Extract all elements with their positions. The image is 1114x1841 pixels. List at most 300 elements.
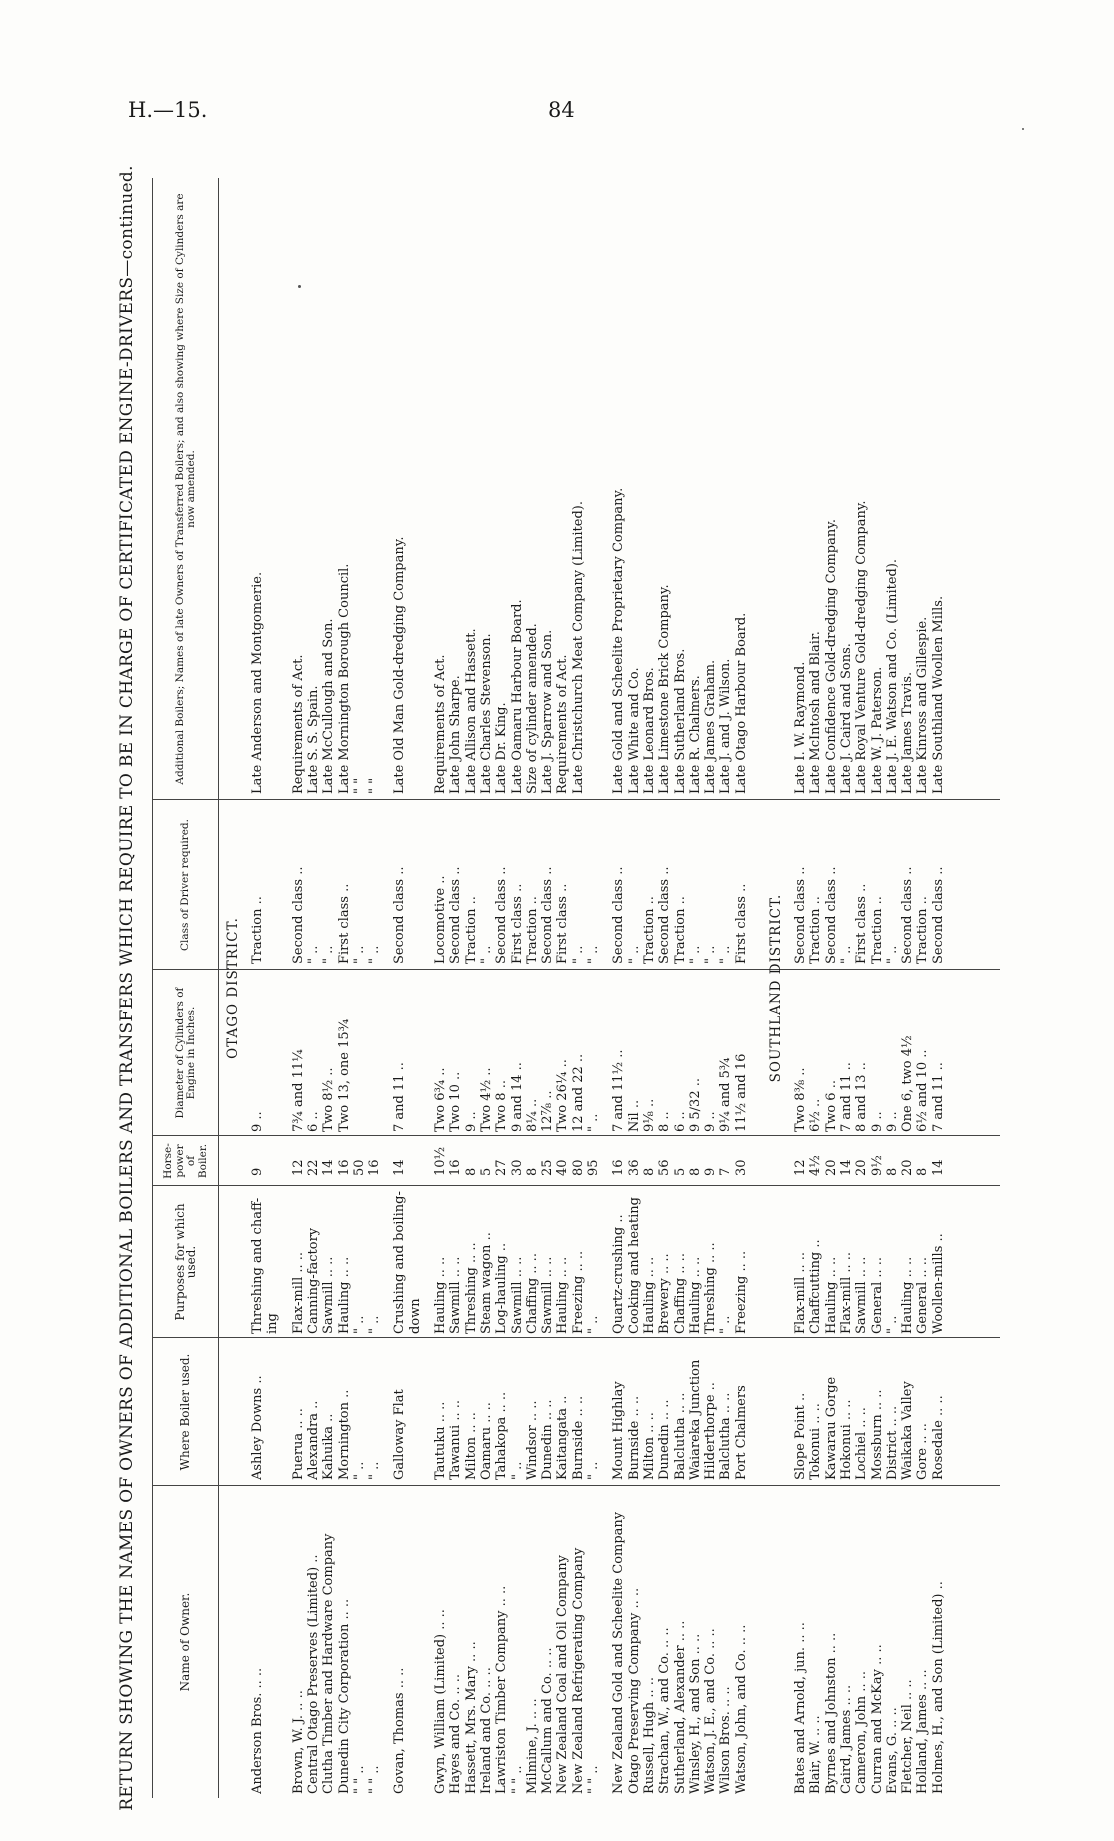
driver-class-cell: " .. — [718, 945, 734, 964]
driver-class-cell: " .. — [703, 945, 719, 964]
horse-power-cell: 8 — [915, 1167, 931, 1176]
table-title: RETURN SHOWING THE NAMES OF OWNERS OF ADDITIONAL BOILERS AND TRANSFERS WHICH REQUIRE TO BE IN CHARGE OF CERTIFICATED ENGINE-DRIVERS—continued. — [117, 165, 138, 1811]
remarks-cell: Late James Travis. — [900, 671, 916, 794]
purpose-cell: General .. .. — [915, 1256, 931, 1334]
remarks-cell: Late J. and J. Wilson. — [718, 658, 734, 794]
purpose-cell: Hauling .. .. — [555, 1256, 571, 1334]
horse-power-cell: 4½ — [808, 1155, 824, 1176]
diameter-cell: Nil .. — [626, 1099, 642, 1132]
table-row — [367, 178, 382, 1798]
horse-power-cell: 16 — [367, 1159, 383, 1176]
owner-cell: " " .. — [509, 1765, 525, 1794]
where-used-cell: Waiareka Junction — [687, 1359, 703, 1480]
remarks-cell: Late Confidence Gold-dredging Company. — [823, 519, 839, 794]
owner-cell: " " .. — [586, 1765, 601, 1794]
owner-cell: Fletcher, Neil .. .. — [900, 1679, 916, 1794]
owner-cell: Russell, Hugh .. .. — [641, 1677, 657, 1794]
diameter-cell: 9 .. — [884, 1111, 900, 1132]
diameter-cell: 9 .. — [869, 1111, 885, 1132]
table-row — [250, 178, 265, 1798]
remarks-cell: Late Christchurch Meat Company (Limited). — [570, 501, 586, 794]
diameter-cell: 7 and 11 .. — [392, 1062, 408, 1132]
remarks-cell: Late James Graham. — [703, 659, 719, 794]
where-used-cell: Rosedale .. .. — [930, 1395, 946, 1480]
driver-class-cell: Second class .. — [448, 866, 464, 964]
horse-power-cell: 95 — [586, 1159, 601, 1176]
driver-class-cell: Second class .. — [930, 866, 946, 964]
diameter-cell: 8 and 13 .. — [854, 1062, 870, 1132]
horse-power-cell: 20 — [823, 1159, 839, 1176]
owner-cell: Watson, J. E., and Co. .. .. — [703, 1628, 719, 1794]
driver-class-cell: Traction .. — [250, 896, 265, 964]
owner-cell: Milmine, J. .. .. — [524, 1698, 540, 1794]
remarks-cell: Late Anderson and Montgomerie. — [250, 571, 265, 794]
table-row — [642, 178, 657, 1798]
diameter-cell: 7¾ and 11¼ — [290, 1049, 306, 1132]
horse-power-cell: 8 — [884, 1167, 900, 1176]
owner-cell: Dunedin City Corporation .. .. — [336, 1598, 352, 1794]
driver-class-cell: " .. — [478, 945, 494, 964]
driver-class-cell: " .. — [884, 945, 900, 964]
where-used-cell: Kawarau Gorge — [823, 1376, 839, 1480]
driver-class-cell: " .. — [351, 945, 367, 964]
table-row — [885, 178, 900, 1798]
table-row — [915, 178, 930, 1798]
horse-power-cell: 80 — [570, 1159, 586, 1176]
driver-class-cell: Second class .. — [290, 866, 306, 964]
diameter-cell: 6½ and 10 .. — [915, 1049, 931, 1132]
table-row — [265, 178, 280, 1798]
horse-power-cell: 30 — [509, 1159, 525, 1176]
speck — [1022, 128, 1024, 130]
horse-power-cell: 22 — [305, 1159, 321, 1176]
driver-class-cell: First class .. — [733, 883, 749, 964]
col-header-remarks: Additional Boilers; Names of late Owners of Transferred Boilers; and also showing where Size of Cylinders are now amended. — [173, 193, 197, 785]
purpose-cell: Hauling .. .. — [823, 1256, 839, 1334]
remarks-cell: Late Kinross and Gillespie. — [915, 616, 931, 794]
where-used-cell: Waikaka Valley — [900, 1381, 916, 1480]
purpose-cell: Threshing .. .. — [703, 1242, 719, 1334]
driver-class-cell: " .. — [321, 945, 337, 964]
where-used-cell: Hilderthorpe .. — [703, 1382, 719, 1480]
horse-power-cell: 50 — [351, 1159, 367, 1176]
table-row — [839, 178, 854, 1798]
table-row — [494, 178, 509, 1798]
table-row — [525, 178, 540, 1798]
horse-power-cell: 36 — [626, 1159, 642, 1176]
purpose-cell: Hauling .. .. — [687, 1256, 703, 1334]
driver-class-cell: Traction .. — [463, 896, 479, 964]
where-used-cell: Kaitangata .. — [555, 1395, 571, 1480]
driver-class-cell: Second class .. — [494, 866, 510, 964]
remarks-cell: Size of cylinder amended. — [524, 623, 540, 794]
table-row — [900, 178, 915, 1798]
owner-cell: Clutha Timber and Hardware Company — [321, 1533, 337, 1794]
table-row — [793, 178, 808, 1798]
driver-class-cell: Locomotive .. — [433, 875, 448, 964]
owner-cell: " " .. — [351, 1765, 367, 1794]
horse-power-cell: 9 — [703, 1167, 719, 1176]
owner-cell: Holmes, H., and Son (Limited) .. — [930, 1581, 946, 1794]
driver-class-cell: " .. — [305, 945, 321, 964]
purpose-cell: Chaffing .. .. — [524, 1253, 540, 1334]
purpose-cell: Sawmill .. .. — [540, 1256, 556, 1334]
table-row — [571, 178, 586, 1798]
where-used-cell: Kahuika .. — [321, 1413, 337, 1480]
remarks-cell: Late J. Caird and Sons. — [838, 643, 854, 794]
diameter-cell: 6½ .. — [808, 1098, 824, 1132]
where-used-cell: " .. — [367, 1461, 383, 1480]
table-row — [464, 178, 479, 1798]
driver-class-cell: First class .. — [854, 883, 870, 964]
rule-top — [152, 178, 153, 1798]
purpose-cell: Chaffcutting .. — [808, 1239, 824, 1334]
owner-cell: Hassett, Mrs. Mary .. .. — [463, 1641, 479, 1794]
remarks-cell: Late Allison and Hassett. — [463, 628, 479, 794]
table-row — [673, 178, 688, 1798]
table-row — [611, 178, 626, 1798]
driver-class-cell: Traction .. — [869, 896, 885, 964]
horse-power-cell: 16 — [448, 1159, 464, 1176]
remarks-cell: Late Limestone Brick Company. — [657, 584, 673, 794]
table-row — [510, 178, 525, 1798]
remarks-cell: Late Leonard Bros. — [641, 667, 657, 794]
remarks-cell: Late McIntosh and Blair. — [808, 631, 824, 794]
owner-cell: Winsley, H., and Son .. .. — [687, 1633, 703, 1794]
table-row — [586, 178, 601, 1798]
table-row — [555, 178, 570, 1798]
horse-power-cell: 7 — [718, 1167, 734, 1176]
purpose-cell: Threshing .. .. — [463, 1242, 479, 1334]
remarks-cell: Late J. E. Watson and Co. (Limited). — [884, 558, 900, 794]
driver-class-cell: Second class .. — [793, 866, 808, 964]
remarks-cell: Late Otago Harbour Board. — [733, 612, 749, 794]
owner-cell: Curran and McKay .. .. — [869, 1644, 885, 1794]
purpose-cell: " .. — [884, 1315, 900, 1334]
driver-class-cell: First class .. — [336, 883, 352, 964]
owner-cell: Govan, Thomas .. .. — [392, 1667, 408, 1794]
remarks-cell: Late S. S. Spain. — [305, 685, 321, 794]
diameter-cell: Two 26¼ .. — [555, 1059, 571, 1132]
purpose-cell: Hauling .. .. — [336, 1256, 352, 1334]
driver-class-cell: " .. — [367, 945, 383, 964]
rule-header — [218, 178, 219, 1798]
where-used-cell: Balclutha .. .. — [718, 1392, 734, 1480]
table-row — [540, 178, 555, 1798]
table-row — [931, 178, 946, 1798]
driver-class-cell: Traction .. — [808, 896, 824, 964]
driver-class-cell: Second class .. — [900, 866, 916, 964]
diameter-cell: 12⅞ .. — [540, 1090, 556, 1132]
owner-cell: Wilson Bros. .. .. — [718, 1686, 734, 1794]
table-row — [352, 178, 367, 1798]
remarks-cell: Late Old Man Gold-dredging Company. — [392, 536, 408, 794]
remarks-cell: Late Charles Stevenson. — [478, 633, 494, 794]
owner-cell: Gwyn, William (Limited) .. .. — [433, 1609, 448, 1794]
diameter-cell: 8 .. — [657, 1111, 673, 1132]
where-used-cell: Gore .. .. — [915, 1423, 931, 1480]
col-header-where-used: Where Boiler used. — [178, 1353, 193, 1471]
horse-power-cell: 12 — [793, 1159, 808, 1176]
purpose-cell: Flax-mill .. .. — [838, 1251, 854, 1334]
diameter-cell: 9⅛ .. — [641, 1098, 657, 1132]
purpose-cell: Freezing .. .. — [570, 1250, 586, 1334]
diameter-cell: 8¼ .. — [524, 1098, 540, 1132]
where-used-cell: Ashley Downs .. — [250, 1375, 265, 1480]
driver-class-cell: Second class .. — [540, 866, 556, 964]
horse-power-cell: 8 — [687, 1167, 703, 1176]
owner-cell: New Zealand Gold and Scheelite Company — [611, 1511, 627, 1794]
horse-power-cell: 12 — [290, 1159, 306, 1176]
horse-power-cell: 5 — [478, 1167, 494, 1176]
purpose-cell: Sawmill .. .. — [321, 1256, 337, 1334]
purpose-cell: Quartz-crushing .. — [611, 1214, 627, 1334]
horse-power-cell: 40 — [555, 1159, 571, 1176]
owner-cell: Anderson Bros. .. .. — [250, 1667, 265, 1794]
where-used-cell: Tahakopa .. .. — [494, 1391, 510, 1480]
diameter-cell: Two 8½ .. — [321, 1067, 337, 1132]
where-used-cell: Dunedin .. .. — [540, 1399, 556, 1480]
remarks-cell: Late John Sharpe. — [448, 675, 464, 794]
horse-power-cell: 27 — [494, 1159, 510, 1176]
table-row — [703, 178, 718, 1798]
horse-power-cell: 16 — [336, 1159, 352, 1176]
purpose-cell: Canning-factory — [305, 1227, 321, 1334]
where-used-cell: Burnside .. .. — [570, 1395, 586, 1480]
col-header-owner: Name of Owner. — [178, 1592, 193, 1692]
where-used-cell: Galloway Flat — [392, 1389, 408, 1480]
purpose-cell: Hauling .. .. — [641, 1256, 657, 1334]
where-used-cell: Alexandra .. — [305, 1400, 321, 1480]
remarks-cell: Late Royal Venture Gold-dredging Company. — [854, 500, 870, 794]
table-row — [657, 178, 672, 1798]
purpose-cell: Flax-mill .. .. — [290, 1251, 306, 1334]
driver-class-cell: " .. — [838, 945, 854, 964]
purpose-cell: Threshing and chaff- — [250, 1197, 265, 1334]
owner-cell: Blair, W. .. .. — [808, 1715, 824, 1794]
remarks-cell: Requirements of Act. — [290, 654, 306, 794]
diameter-cell: 9 .. — [703, 1111, 719, 1132]
remarks-cell: Requirements of Act. — [433, 654, 448, 794]
where-used-cell: Tautuku .. .. — [433, 1401, 448, 1480]
table-row — [854, 178, 869, 1798]
purpose-cell: " .. — [367, 1315, 383, 1334]
diameter-cell: 9 .. — [463, 1111, 479, 1132]
driver-class-cell: Second class .. — [823, 866, 839, 964]
page-number: 84 — [548, 98, 575, 122]
where-used-cell: Dunedin .. .. — [657, 1399, 673, 1480]
driver-class-cell: " .. — [570, 945, 586, 964]
table-row — [408, 178, 423, 1798]
purpose-cell: Hauling .. .. — [900, 1256, 916, 1334]
driver-class-cell: First class .. — [509, 883, 525, 964]
table-row — [734, 178, 749, 1798]
horse-power-cell: 14 — [392, 1159, 408, 1176]
remarks-cell: Late White and Co. — [626, 667, 642, 794]
table-row — [688, 178, 703, 1798]
diameter-cell: 9¼ and 5¾ — [718, 1057, 734, 1132]
driver-class-cell: Second class .. — [657, 866, 673, 964]
purpose-cell: Flax-mill .. .. — [793, 1251, 808, 1334]
driver-class-cell: Traction .. — [915, 896, 931, 964]
horse-power-cell: 20 — [900, 1159, 916, 1176]
col-header-purposes: Purposes for which used. — [172, 1203, 198, 1321]
where-used-cell: Windsor .. .. — [524, 1400, 540, 1480]
diameter-cell: Two 8⅜ .. — [793, 1067, 808, 1132]
where-used-cell: Port Chalmers — [733, 1385, 749, 1480]
horse-power-cell: 8 — [463, 1167, 479, 1176]
section-title: SOUTHLAND DISTRICT. — [768, 893, 784, 1083]
horse-power-cell: 8 — [524, 1167, 540, 1176]
purpose-cell: Cooking and heating — [626, 1197, 642, 1334]
horse-power-cell: 14 — [930, 1159, 946, 1176]
owner-cell: Byrnes and Johnston .. .. — [823, 1632, 839, 1794]
diameter-cell: 7 and 11 .. — [838, 1062, 854, 1132]
where-used-cell: " .. — [586, 1461, 601, 1480]
diameter-cell: Two 6 .. — [823, 1080, 839, 1132]
horse-power-cell: 14 — [838, 1159, 854, 1176]
owner-cell: Sutherland, Alexander .. .. — [672, 1620, 688, 1794]
purpose-cell: Log-hauling .. — [494, 1242, 510, 1334]
driver-class-cell: " .. — [687, 945, 703, 964]
owner-cell: Holland, James .. .. — [915, 1669, 931, 1794]
horse-power-cell: 9 — [250, 1167, 265, 1176]
where-used-cell: Oamaru .. .. — [478, 1402, 494, 1480]
where-used-cell: Puerua .. .. — [290, 1408, 306, 1480]
purpose-cell: Woollen-mills .. — [930, 1233, 946, 1334]
purpose-cell: Sawmill .. .. — [448, 1256, 464, 1334]
table-row — [321, 178, 336, 1798]
driver-class-cell: Traction .. — [524, 896, 540, 964]
purpose-cell: Sawmill .. .. — [509, 1256, 525, 1334]
diameter-cell: 7 and 11½ .. — [611, 1049, 627, 1132]
where-used-cell: District .. .. — [884, 1405, 900, 1480]
where-used-cell: Hokonui .. .. — [838, 1399, 854, 1480]
driver-class-cell: First class .. — [555, 883, 571, 964]
diameter-cell: 6 .. — [305, 1111, 321, 1132]
remarks-cell: Late Oamaru Harbour Board. — [509, 599, 525, 794]
table-row — [448, 178, 463, 1798]
owner-cell: Caird, James .. .. — [838, 1684, 854, 1794]
where-used-cell: Balclutha .. .. — [672, 1392, 688, 1480]
section-title: OTAGO DISTRICT. — [225, 917, 241, 1059]
owner-cell: New Zealand Coal and Oil Company — [555, 1555, 571, 1794]
where-used-cell: Mossburn .. .. — [869, 1389, 885, 1480]
purpose-cell: General .. .. — [869, 1256, 885, 1334]
owner-cell: Brown, W. J. .. .. — [290, 1690, 306, 1794]
driver-class-cell: Second class .. — [392, 866, 408, 964]
purpose-cell: Sawmill .. .. — [854, 1256, 870, 1334]
driver-class-cell: " .. — [626, 945, 642, 964]
remarks-cell: " " — [367, 777, 383, 794]
driver-class-cell: Second class .. — [611, 866, 627, 964]
driver-class-cell: Traction .. — [641, 896, 657, 964]
driver-class-cell: Traction .. — [672, 896, 688, 964]
horse-power-cell: 5 — [672, 1167, 688, 1176]
diameter-cell: Two 4½ .. — [478, 1067, 494, 1132]
purpose-cell: Crushing and boiling- — [392, 1191, 408, 1334]
horse-power-cell: 30 — [733, 1159, 749, 1176]
owner-cell: Bates and Arnold, jun. .. .. — [793, 1622, 808, 1794]
owner-cell: Hayes and Co. .. .. — [448, 1674, 464, 1794]
where-used-cell: Mount Highlay — [611, 1381, 627, 1480]
remarks-cell: Late McCullough and Son. — [321, 618, 337, 794]
purpose-cell: " .. — [351, 1315, 367, 1334]
table-row — [479, 178, 494, 1798]
diameter-cell: " .. — [586, 1113, 601, 1132]
purpose-cell: " .. — [586, 1315, 601, 1334]
remarks-cell: Late Mornington Borough Council. — [336, 563, 352, 794]
owner-cell: Evans, G. .. .. — [884, 1707, 900, 1794]
remarks-cell: Late W. J. Paterson. — [869, 666, 885, 794]
horse-power-cell: 56 — [657, 1159, 673, 1176]
diameter-cell: 9 5/32 .. — [687, 1078, 703, 1132]
horse-power-cell: 10½ — [433, 1146, 448, 1176]
diameter-cell: 12 and 22 .. — [570, 1053, 586, 1132]
owner-cell: Lawriston Timber Company .. .. — [494, 1585, 510, 1794]
table-row — [392, 178, 407, 1798]
table-row — [824, 178, 839, 1798]
owner-cell: McCallum and Co. .. .. — [540, 1647, 556, 1794]
diameter-cell: Two 10 .. — [448, 1071, 464, 1132]
where-used-cell: " .. — [509, 1461, 525, 1480]
table-row — [337, 178, 352, 1798]
table-row — [291, 178, 306, 1798]
diameter-cell: Two 13, one 15¾ — [336, 1018, 352, 1132]
horse-power-cell: 14 — [321, 1159, 337, 1176]
purpose-cell: Chaffing .. .. — [672, 1253, 688, 1334]
purpose-cell: " .. — [718, 1315, 734, 1334]
where-used-cell: Mornington .. — [336, 1389, 352, 1480]
remarks-cell: Late R. Chalmers. — [687, 675, 703, 794]
table-row — [718, 178, 733, 1798]
purpose-cell: Steam wagon .. — [478, 1232, 494, 1334]
table-row — [627, 178, 642, 1798]
purpose-cell: down — [407, 1298, 423, 1334]
remarks-cell: Late Dr. King. — [494, 702, 510, 794]
purpose-cell: Hauling .. .. — [433, 1256, 448, 1334]
remarks-cell: Late Sutherland Bros. — [672, 648, 688, 794]
owner-cell: Watson, John, and Co. .. .. — [733, 1624, 749, 1794]
remarks-cell: Late Gold and Scheelite Proprietary Company. — [611, 487, 627, 794]
diameter-cell: 7 and 11 .. — [930, 1062, 946, 1132]
diameter-cell: 11½ and 16 — [733, 1053, 749, 1132]
where-used-cell: Tawanui .. .. — [448, 1400, 464, 1480]
remarks-cell: " " — [351, 777, 367, 794]
col-header-diameter: Diameter of Cylinders of Engine in Inches. — [173, 987, 197, 1119]
table-row — [433, 178, 448, 1798]
where-used-cell: Milton .. .. — [641, 1412, 657, 1480]
horse-power-cell: 16 — [611, 1159, 627, 1176]
remarks-cell: Requirements of Act. — [555, 654, 571, 794]
owner-cell: Ireland and Co. .. .. — [478, 1667, 494, 1794]
purpose-cell: Brewery .. .. — [657, 1253, 673, 1334]
diameter-cell: One 6, two 4½ — [900, 1035, 916, 1132]
return-table — [108, 165, 1008, 1811]
remarks-cell: Late J. Sparrow and Son. — [540, 629, 556, 794]
owner-cell: Strachan, W., and Co. .. .. — [657, 1627, 673, 1794]
table-row — [808, 178, 823, 1798]
horse-power-cell: 25 — [540, 1159, 556, 1176]
table-row — [870, 178, 885, 1798]
remarks-cell: Late I. W. Raymond. — [793, 661, 808, 794]
page-reference: H.—15. — [128, 98, 208, 122]
horse-power-cell: 9½ — [869, 1155, 885, 1176]
table-row — [306, 178, 321, 1798]
horse-power-cell: 8 — [641, 1167, 657, 1176]
where-used-cell: Tokonui .. .. — [808, 1403, 824, 1480]
owner-cell: " " .. — [367, 1765, 383, 1794]
